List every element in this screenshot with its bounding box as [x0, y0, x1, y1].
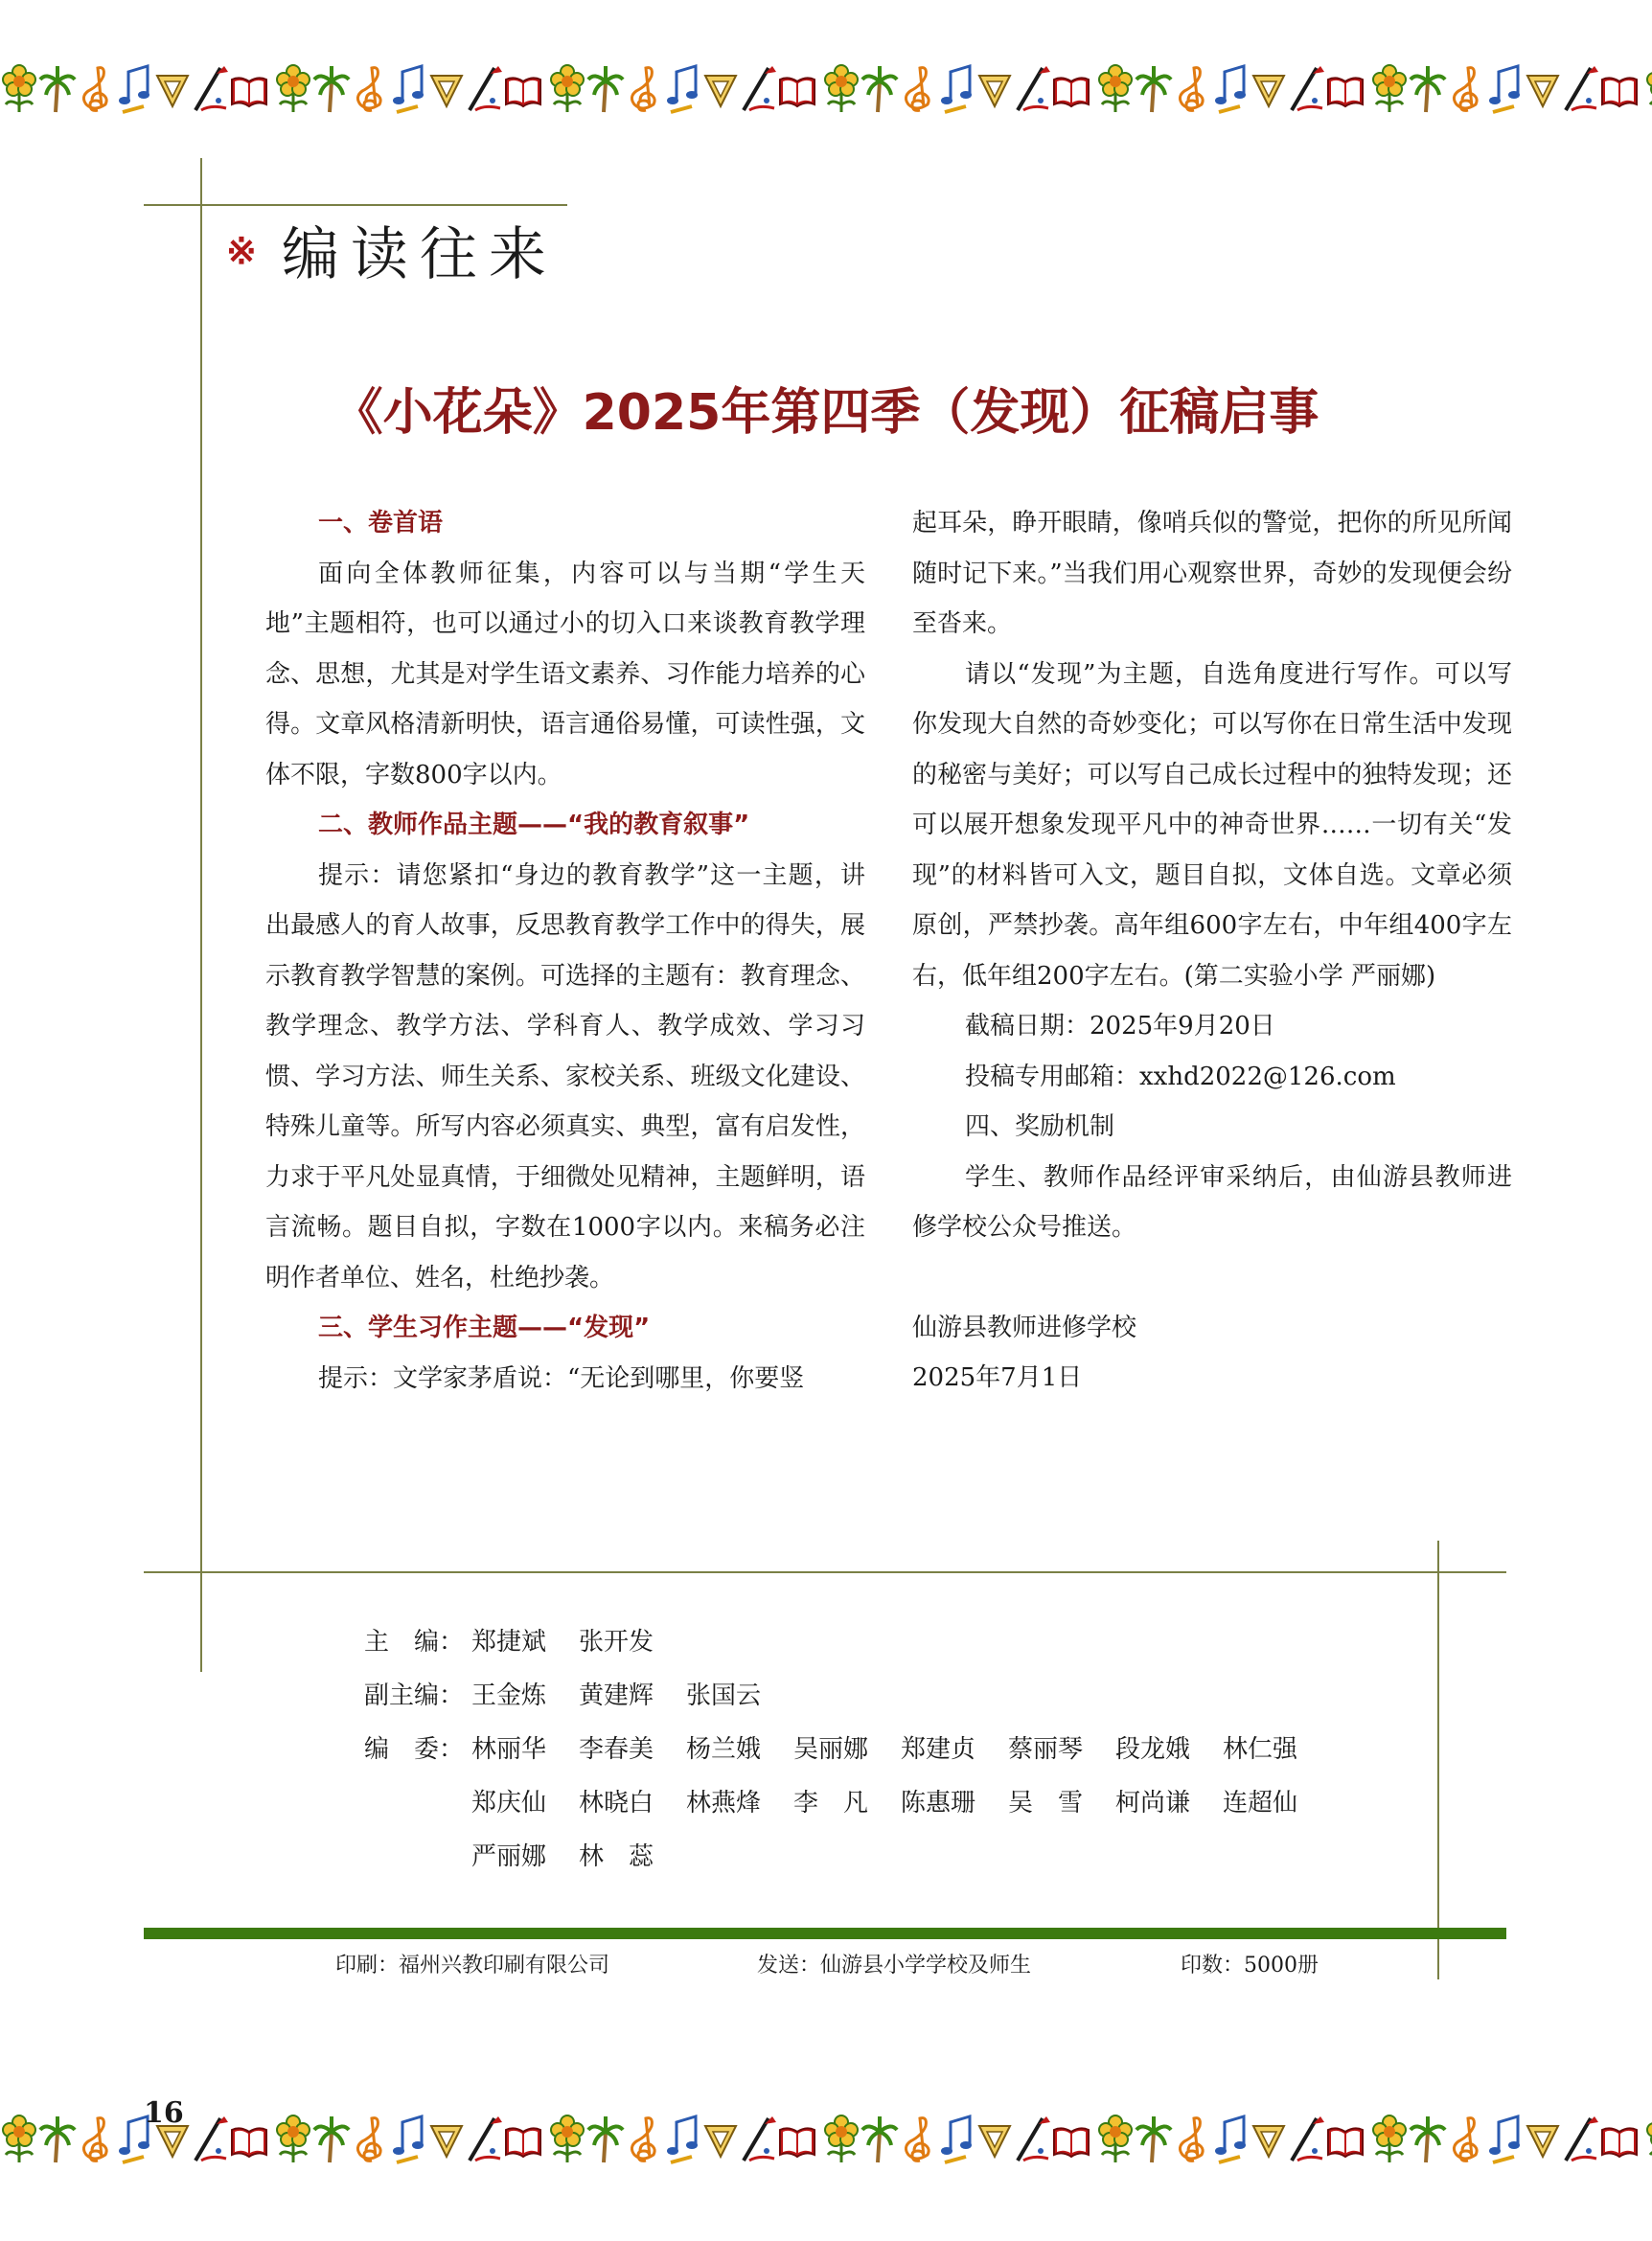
music-notes-icon: [663, 62, 701, 120]
palm-tree-icon: [38, 62, 77, 120]
treble-clef-icon: [351, 62, 389, 120]
set-square-icon: [1250, 62, 1288, 120]
committee-name: 柯尚谦: [1115, 1789, 1191, 1818]
treble-clef-icon: [1173, 62, 1211, 120]
paint-brush-icon: [1014, 2113, 1052, 2170]
open-book-icon: [504, 62, 542, 120]
set-square-icon: [1524, 62, 1562, 120]
open-book-icon: [230, 62, 268, 120]
footer-printer: 印刷：福州兴教印刷有限公司: [335, 1954, 610, 1978]
committee-row: [364, 1723, 1372, 1884]
music-notes-icon: [937, 2113, 975, 2170]
frame-middle-horizontal-rule: [144, 1571, 1506, 1573]
open-book-icon: [1326, 2113, 1365, 2170]
committee-name: 林晓白: [579, 1789, 654, 1818]
deputy-name: 张国云: [686, 1681, 762, 1710]
set-square-icon: [1524, 2113, 1562, 2170]
committee-name: 林丽华: [471, 1735, 547, 1764]
frame-top-horizontal-rule: [144, 204, 567, 206]
open-book-icon: [230, 2113, 268, 2170]
paint-brush-icon: [466, 62, 504, 120]
right-column: [912, 498, 1512, 1404]
music-notes-icon: [389, 62, 427, 120]
flower-icon: [274, 2113, 312, 2170]
set-square-icon: [427, 62, 466, 120]
treble-clef-icon: [625, 62, 663, 120]
flower-icon: [0, 62, 38, 120]
committee-name: 吴丽娜: [793, 1735, 869, 1764]
chief-editor-names: [471, 1615, 1372, 1669]
palm-tree-icon: [586, 2113, 625, 2170]
palm-tree-icon: [1135, 62, 1173, 120]
bottom-decorative-border: [0, 2089, 1652, 2194]
palm-tree-icon: [586, 62, 625, 120]
palm-tree-icon: [312, 2113, 351, 2170]
music-notes-icon: [115, 62, 153, 120]
paint-brush-icon: [1288, 62, 1326, 120]
deputy-name: 王金炼: [471, 1681, 547, 1710]
set-square-icon: [701, 2113, 740, 2170]
palm-tree-icon: [1409, 62, 1447, 120]
treble-clef-icon: [1447, 2113, 1485, 2170]
open-book-icon: [504, 2113, 542, 2170]
flower-icon: [1370, 62, 1409, 120]
right-cont-0: 起耳朵，睁开眼睛，像哨兵似的警觉，把你的所见所闻随时记下来。”当我们用心观察世界，奇妙的发现便会纷至沓来。: [912, 509, 1512, 638]
treble-clef-icon: [899, 2113, 937, 2170]
music-notes-icon: [1485, 2113, 1524, 2170]
deputy-editor-row: [364, 1669, 1372, 1723]
deputy-editor-label: 副主编：: [364, 1681, 465, 1710]
treble-clef-icon: [351, 2113, 389, 2170]
set-square-icon: [427, 2113, 466, 2170]
flower-icon: [274, 62, 312, 120]
paint-brush-icon: [1562, 2113, 1600, 2170]
section-title: 编读往来: [281, 221, 558, 288]
right-para-5: 学生、教师作品经评审采纳后，由仙游县教师进修学校公众号推送。: [912, 1162, 1512, 1242]
committee-name: 郑建贞: [901, 1735, 976, 1764]
footer-distribution: 发送：仙游县小学学校及师生: [757, 1954, 1032, 1978]
open-book-icon: [1052, 62, 1090, 120]
masthead: [364, 1615, 1372, 1884]
set-square-icon: [1250, 2113, 1288, 2170]
palm-tree-icon: [1409, 2113, 1447, 2170]
flower-icon: [0, 2113, 38, 2170]
chief-editor-row: [364, 1615, 1372, 1669]
flower-icon: [1096, 2113, 1135, 2170]
left-para-3: 提示：请您紧扣“身边的教育教学”这一主题，讲出最感人的育人故事，反思教育教学工作中的得失，展示教育教学智慧的案例。可选择的主题有：教育理念、教学理念、教学方法、学科育人、教学成效、学习习惯、学习方法、师生关系、家校关系、班级文化建设、特殊儿童等。所写内容必须真实、典型，富有启发性，力求于平凡处显真情，于细微处见精神，主题鲜明，语言流畅。题目自拟，字数在1000字以内。来稿务必注明作者单位、姓名，杜绝抄袭。: [265, 860, 865, 1292]
treble-clef-icon: [1447, 62, 1485, 120]
right-para-1: 请以“发现”为主题，自选角度进行写作。可以写你发现大自然的奇妙变化；可以写你在日常生活中发现的秘密与美好；可以写自己成长过程中的独特发现；还可以展开想象发现平凡中的神奇世界……一切有关“发现”的材料皆可入文，题目自拟，文体自选。文章必须原创，严禁抄袭。高年组600字左右，中年组400字左右，低年组200字左右。(第二实验小学 严丽娜): [912, 659, 1512, 991]
right-para-3: 投稿专用邮箱：xxhd2022@126.com: [965, 1062, 1396, 1091]
committee-name: 林 蕊: [579, 1842, 654, 1871]
open-book-icon: [1052, 2113, 1090, 2170]
committee-names: [471, 1723, 1372, 1884]
deputy-editor-names: [471, 1669, 1372, 1723]
signature-date: 2025年7月1日: [912, 1363, 1083, 1392]
paint-brush-icon: [1014, 62, 1052, 120]
set-square-icon: [701, 62, 740, 120]
committee-name: 李 凡: [793, 1789, 869, 1818]
flower-icon: [1644, 2113, 1652, 2170]
section-mark: ※: [226, 228, 257, 272]
treble-clef-icon: [1173, 2113, 1211, 2170]
right-column-body: [912, 498, 1512, 1253]
palm-tree-icon: [312, 62, 351, 120]
treble-clef-icon: [625, 2113, 663, 2170]
treble-clef-icon: [77, 62, 115, 120]
committee-name: 吴 雪: [1008, 1789, 1084, 1818]
committee-name: 李春美: [579, 1735, 654, 1764]
paint-brush-icon: [740, 2113, 778, 2170]
flower-icon: [1370, 2113, 1409, 2170]
left-heading-2: 二、教师作品主题——“我的教育叙事”: [318, 811, 750, 839]
committee-name: 林燕烽: [686, 1789, 762, 1818]
open-book-icon: [778, 2113, 816, 2170]
left-para-5: 提示：文学家茅盾说：“无论到哪里，你要竖: [318, 1363, 805, 1393]
frame-right-vertical-rule: [1437, 1541, 1439, 1979]
left-para-1: 面向全体教师征集，内容可以与当期“学生天地”主题相符，也可以通过小的切入口来谈教育教学理念、思想，尤其是对学生语文素养、习作能力培养的心得。文章风格清新明快，语言通俗易懂，可读性强，文体不限，字数800字以内。: [265, 559, 865, 789]
right-para-4: 四、奖励机制: [965, 1112, 1115, 1141]
section-header: [226, 209, 558, 291]
committee-name: 林仁强: [1223, 1735, 1298, 1764]
paint-brush-icon: [192, 2113, 230, 2170]
deputy-name: 黄建辉: [579, 1681, 654, 1710]
chief-editor-label: 主 编：: [364, 1628, 465, 1657]
palm-tree-icon: [1135, 2113, 1173, 2170]
treble-clef-icon: [899, 62, 937, 120]
right-para-2: 截稿日期：2025年9月20日: [965, 1012, 1275, 1040]
open-book-icon: [1600, 62, 1639, 120]
music-notes-icon: [1211, 2113, 1250, 2170]
committee-name: 严丽娜: [471, 1842, 547, 1871]
page-number: 16: [144, 2096, 184, 2130]
set-square-icon: [975, 2113, 1014, 2170]
open-book-icon: [1600, 2113, 1639, 2170]
committee-name: 陈惠珊: [901, 1789, 976, 1818]
flower-icon: [1096, 62, 1135, 120]
footer-green-bar: [144, 1928, 1506, 1939]
treble-clef-icon: [77, 2113, 115, 2170]
music-notes-icon: [937, 62, 975, 120]
flower-icon: [548, 2113, 586, 2170]
committee-name: 连超仙: [1223, 1789, 1298, 1818]
flower-icon: [548, 62, 586, 120]
open-book-icon: [778, 62, 816, 120]
music-notes-icon: [1211, 62, 1250, 120]
footer-copies: 印数：5000册: [1181, 1954, 1319, 1978]
paint-brush-icon: [1288, 2113, 1326, 2170]
left-heading-4: 三、学生习作主题——“发现”: [318, 1314, 651, 1342]
top-decorative-border: [0, 38, 1652, 144]
paint-brush-icon: [192, 62, 230, 120]
signature-org: 仙游县教师进修学校: [912, 1313, 1137, 1342]
committee-label: 编 委：: [364, 1735, 465, 1764]
set-square-icon: [153, 62, 192, 120]
palm-tree-icon: [860, 2113, 899, 2170]
left-heading-0: 一、卷首语: [318, 509, 444, 537]
chief-name: 张开发: [579, 1628, 654, 1657]
flower-icon: [1644, 62, 1652, 120]
article-title: 《小花朵》2025年第四季（发现）征稿启事: [333, 384, 1319, 442]
paint-brush-icon: [1562, 62, 1600, 120]
committee-name: 杨兰娥: [686, 1735, 762, 1764]
palm-tree-icon: [38, 2113, 77, 2170]
set-square-icon: [975, 62, 1014, 120]
music-notes-icon: [389, 2113, 427, 2170]
paint-brush-icon: [466, 2113, 504, 2170]
flower-icon: [822, 2113, 860, 2170]
flower-icon: [822, 62, 860, 120]
committee-name: 蔡丽琴: [1008, 1735, 1084, 1764]
music-notes-icon: [663, 2113, 701, 2170]
palm-tree-icon: [860, 62, 899, 120]
chief-name: 郑捷斌: [471, 1628, 547, 1657]
committee-name: 段龙娥: [1115, 1735, 1191, 1764]
music-notes-icon: [1485, 62, 1524, 120]
left-column: [265, 498, 865, 1404]
committee-name: 郑庆仙: [471, 1789, 547, 1818]
paint-brush-icon: [740, 62, 778, 120]
open-book-icon: [1326, 62, 1365, 120]
